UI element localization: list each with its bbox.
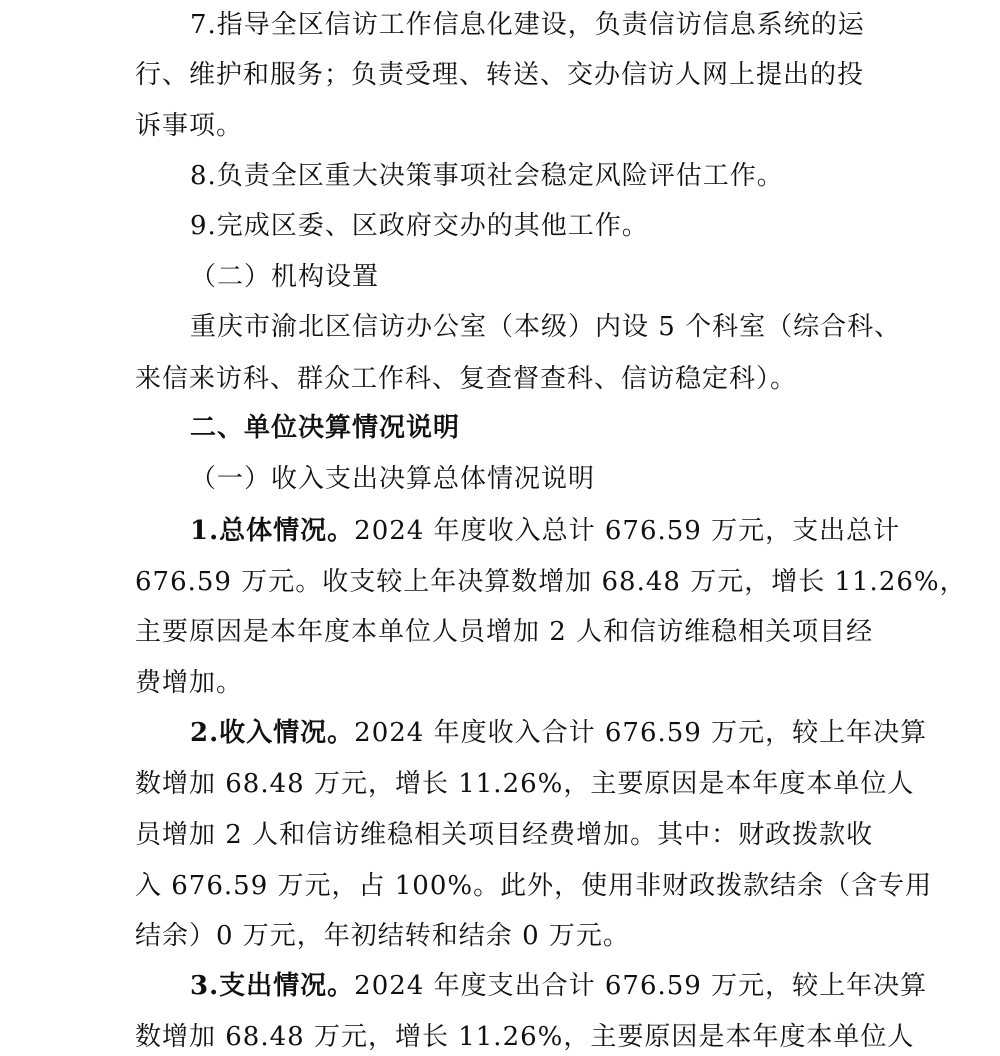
text-line [190, 969, 927, 1003]
text-segment: 数增加 68.48 万元，增长 11.26%，主要原因是本年度本单位人 [135, 769, 915, 799]
text-segment: 费增加。 [135, 668, 244, 698]
text-segment: 主要原因是本年度本单位人员增加 2 人和信访维稳相关项目经 [135, 617, 874, 647]
text-line [135, 818, 873, 852]
text-segment: 员增加 2 人和信访维稳相关项目经费增加。其中：财政拨款收 [135, 820, 874, 850]
text-segment: 8.负责全区重大决策事项社会稳定风险评估工作。 [190, 161, 784, 191]
text-segment: 2024 年度收入总计 676.59 万元，支出总计 [354, 516, 901, 546]
text-line [135, 362, 797, 396]
paragraph-lead: 3.支出情况。 [190, 971, 355, 1001]
text-line [135, 58, 864, 92]
text-segment: 二、单位决算情况说明 [190, 413, 461, 443]
paragraph-lead: 1.总体情况。 [190, 516, 355, 546]
text-segment: 7.指导全区信访工作信息化建设，负责信访信息系统的运 [190, 10, 865, 40]
text-segment: （二）机构设置 [190, 262, 380, 292]
text-line [135, 919, 630, 953]
text-line [190, 716, 927, 750]
text-segment: 9.完成区委、区政府交办的其他工作。 [190, 211, 649, 241]
text-segment: 入 676.59 万元，占 100%。此外，使用非财政拨款结余（含专用 [135, 871, 933, 901]
text-segment: 结余）0 万元，年初结转和结余 0 万元。 [135, 921, 630, 951]
text-segment: （一）收入支出决算总体情况说明 [190, 464, 596, 494]
text-line [135, 615, 873, 649]
text-segment: 诉事项。 [135, 111, 244, 141]
text-segment: 来信来访科、群众工作科、复查督查科、信访稳定科）。 [135, 364, 798, 394]
text-line [190, 514, 900, 548]
text-segment: 2024 年度支出合计 676.59 万元，较上年决算 [354, 971, 928, 1001]
text-line [135, 565, 967, 599]
text-line [135, 666, 243, 700]
text-line [190, 8, 865, 42]
text-segment: 重庆市渝北区信访办公室（本级）内设 5 个科室（综合科、 [190, 312, 902, 342]
text-line [190, 310, 901, 344]
text-line [135, 869, 932, 903]
text-line [135, 767, 914, 801]
text-segment: 676.59 万元。收支较上年决算数增加 68.48 万元，增长 11.26%， [135, 567, 967, 597]
text-segment: 2024 年度收入合计 676.59 万元，较上年决算 [354, 718, 928, 748]
text-line [190, 159, 784, 193]
subsection-heading [190, 462, 595, 496]
text-line [135, 109, 243, 143]
text-line [135, 1020, 914, 1054]
subsection-heading [190, 260, 379, 294]
paragraph-lead: 2.收入情况。 [190, 718, 355, 748]
text-segment: 数增加 68.48 万元，增长 11.26%，主要原因是本年度本单位人 [135, 1022, 915, 1052]
section-heading [190, 411, 460, 445]
text-line [190, 209, 649, 243]
text-segment: 行、维护和服务；负责受理、转送、交办信访人网上提出的投 [135, 60, 865, 90]
